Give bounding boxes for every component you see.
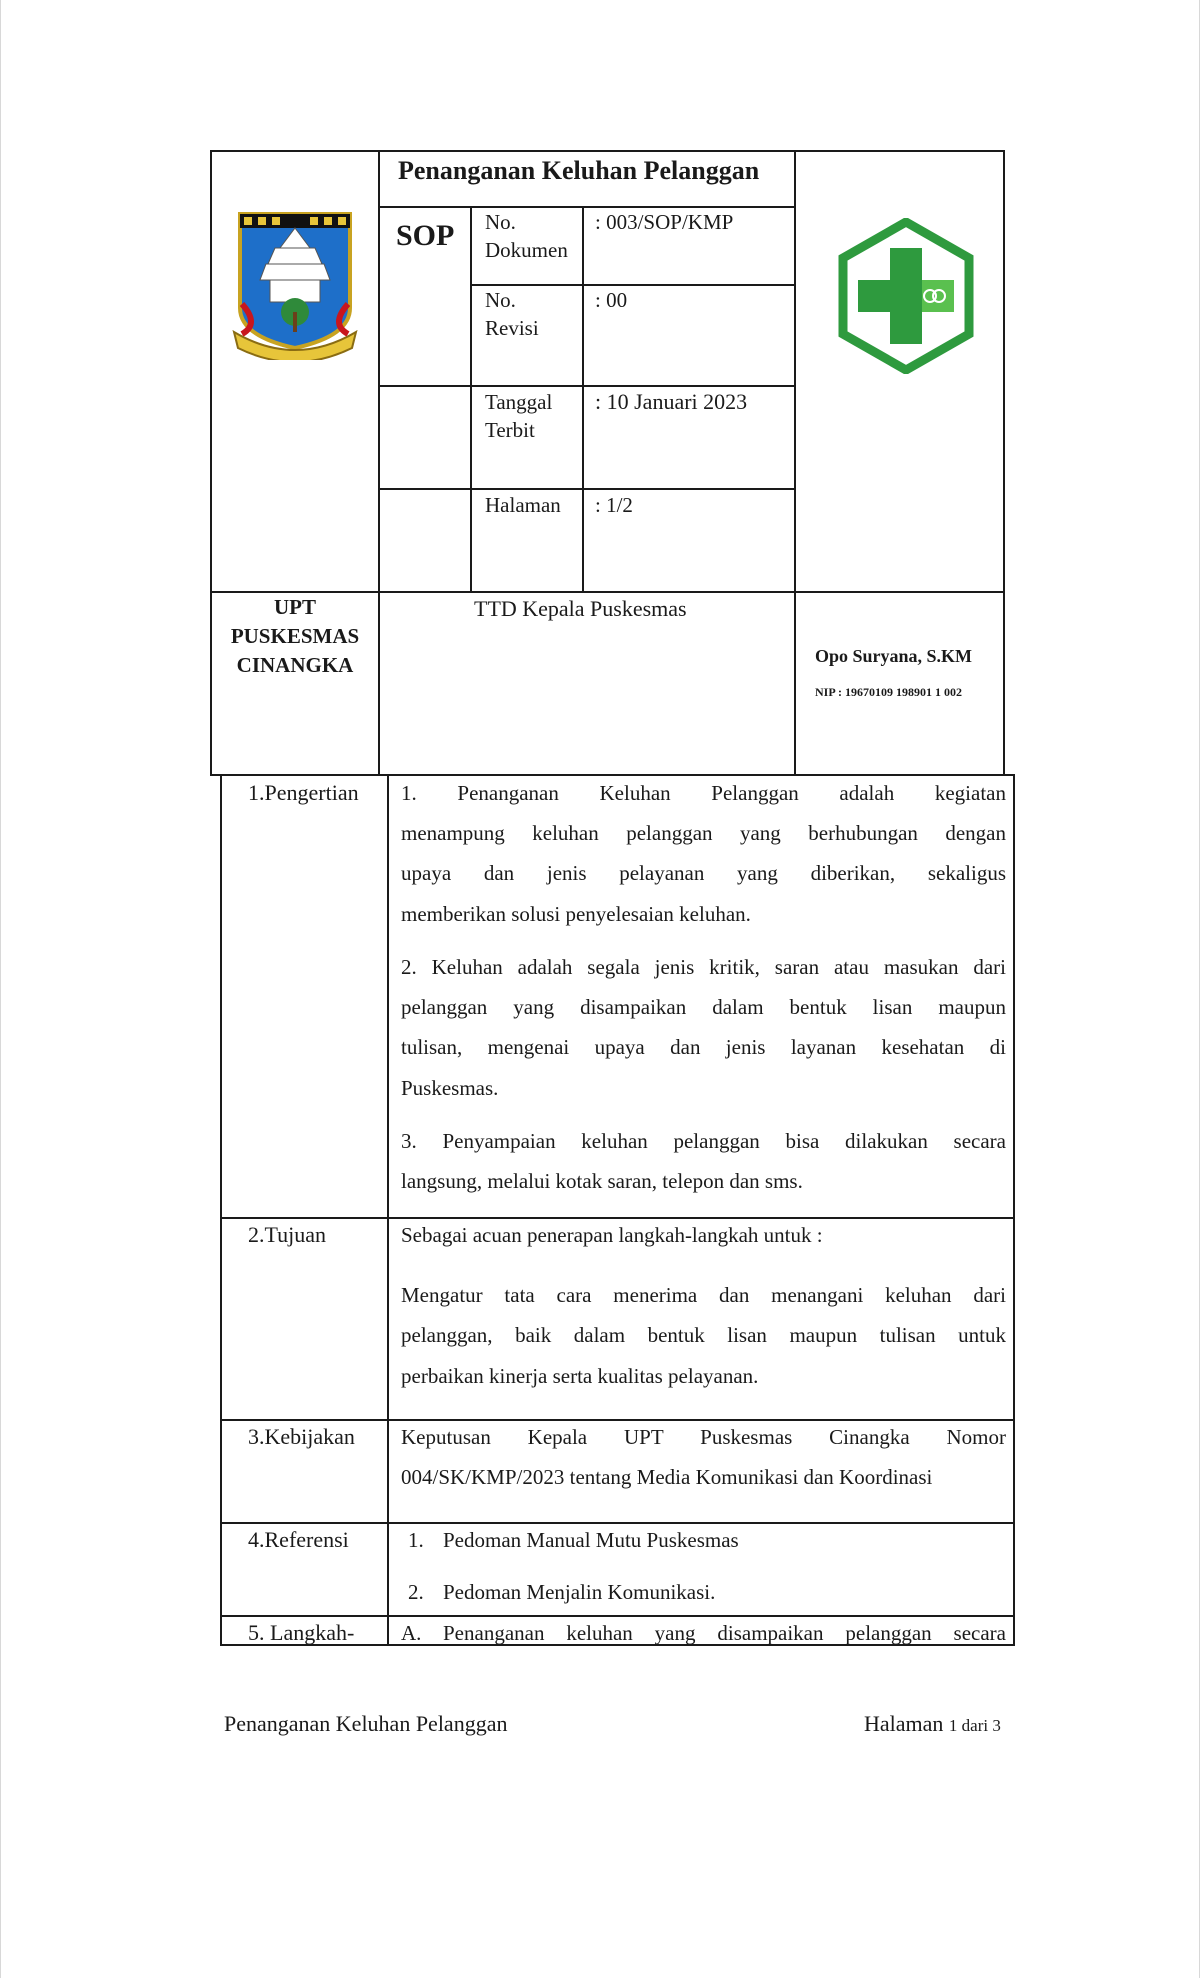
tujuan-line: Mengatur tata cara menerima dan menangani keluhan dari — [401, 1283, 1006, 1307]
org-name-line-3: CINANGKA — [236, 653, 354, 677]
no-revisi-value: : 00 — [595, 288, 628, 312]
pengertian-line: tulisan, mengenai upaya dan jenis layanan kesehatan di — [401, 1035, 1006, 1059]
halaman-label: Halaman — [485, 493, 561, 517]
no-dokumen-label-2: Dokumen — [485, 238, 568, 262]
document-title: Penanganan Keluhan Pelanggan — [398, 156, 760, 185]
langkah-number: A. — [401, 1621, 422, 1645]
pengertian-line: langsung, melalui kotak saran, telepon dan sms. — [401, 1169, 803, 1193]
tanggal-terbit-label-2: Terbit — [485, 418, 535, 442]
pengertian-line: Puskesmas. — [401, 1076, 499, 1100]
pengertian-line: memberikan solusi penyelesaian keluhan. — [401, 902, 751, 926]
no-revisi-label-1: No. — [485, 288, 516, 312]
tanggal-terbit-value: : 10 Januari 2023 — [595, 389, 748, 414]
pengertian-line: 3. Penyampaian keluhan pelanggan bisa dilakukan secara — [401, 1129, 1006, 1153]
kebijakan-line: 004/SK/KMP/2023 tentang Media Komunikasi dan Koordinasi — [401, 1465, 933, 1489]
kebijakan-line: Keputusan Kepala UPT Puskesmas Cinangka Nomor — [401, 1425, 1006, 1449]
referensi-number: 2. — [408, 1580, 424, 1604]
langkah-item: Penanganan keluhan yang disampaikan pelanggan secara — [443, 1621, 1006, 1645]
footer-page-label — [864, 1710, 1001, 1740]
referensi-number: 1. — [408, 1528, 424, 1552]
pengertian-line: 1. Penanganan Keluhan Pelanggan adalah kegiatan — [401, 781, 1006, 805]
no-dokumen-value: : 003/SOP/KMP — [595, 210, 734, 234]
no-revisi-label-2: Revisi — [485, 316, 539, 340]
pengertian-line: upaya dan jenis pelayanan yang diberikan, sekaligus — [401, 861, 1006, 885]
section-label-langkah: 5. Langkah- — [248, 1620, 355, 1645]
org-name-line-2: PUSKESMAS — [230, 624, 360, 648]
section-label-pengertian: 1.Pengertian — [248, 780, 359, 805]
sop-label: SOP — [396, 219, 455, 252]
footer-page-count: 1 dari 3 — [948, 1716, 1001, 1735]
tujuan-intro: Sebagai acuan penerapan langkah-langkah untuk : — [401, 1223, 823, 1247]
referensi-item: Pedoman Menjalin Komunikasi. — [443, 1580, 716, 1604]
signature-caption: TTD Kepala Puskesmas — [474, 596, 687, 621]
no-dokumen-label-1: No. — [485, 210, 516, 234]
section-label-kebijakan: 3.Kebijakan — [248, 1424, 355, 1449]
tujuan-line: perbaikan kinerja serta kualitas pelayanan. — [401, 1364, 759, 1388]
section-label-referensi: 4.Referensi — [248, 1527, 349, 1552]
tanggal-terbit-label-1: Tanggal — [485, 390, 553, 414]
footer-document-title: Penanganan Keluhan Pelanggan — [224, 1711, 508, 1736]
footer-page-main: Halaman — [864, 1711, 944, 1736]
tujuan-line: pelanggan, baik dalam bentuk lisan maupun tulisan untuk — [401, 1323, 1006, 1347]
halaman-value: : 1/2 — [595, 493, 633, 517]
section-label-tujuan: 2.Tujuan — [248, 1222, 327, 1247]
pengertian-line: 2. Keluhan adalah segala jenis kritik, saran atau masukan dari — [401, 955, 1006, 979]
pengertian-line: pelanggan yang disampaikan dalam bentuk lisan maupun — [401, 995, 1006, 1019]
org-name-line-1: UPT — [274, 595, 316, 619]
signer-name: Opo Suryana, S.KM — [815, 646, 973, 666]
pengertian-line: menampung keluhan pelanggan yang berhubungan dengan — [401, 821, 1006, 845]
referensi-item: Pedoman Manual Mutu Puskesmas — [443, 1528, 739, 1552]
signer-nip: NIP : 19670109 198901 1 002 — [815, 685, 962, 699]
